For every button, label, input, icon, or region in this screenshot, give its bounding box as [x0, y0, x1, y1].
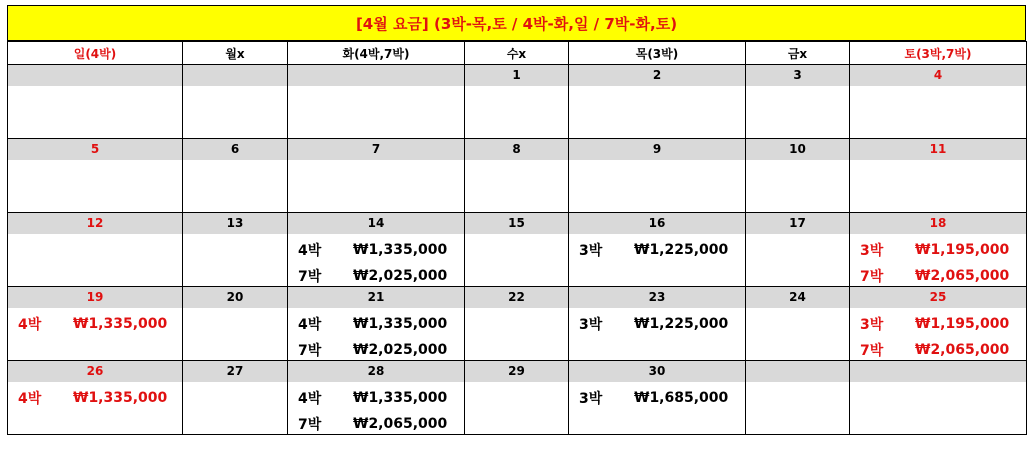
weekday-header-tue: 화(4박,7박)	[288, 42, 465, 65]
day-body	[8, 160, 182, 212]
week-row	[8, 287, 1027, 361]
day-number: 10	[746, 139, 849, 160]
day-body	[569, 160, 745, 212]
day-cell	[183, 65, 288, 139]
day-cell	[569, 287, 746, 361]
day-cell	[569, 361, 746, 435]
nights-label: 7박	[298, 269, 322, 285]
day-cell	[569, 213, 746, 287]
price-amount: ₩1,335,000	[73, 390, 168, 406]
day-body	[8, 382, 182, 434]
day-body	[569, 234, 745, 286]
day-cell	[8, 139, 183, 213]
day-number: 15	[465, 213, 568, 234]
day-body	[850, 160, 1026, 212]
day-body	[850, 308, 1026, 360]
day-body	[288, 382, 464, 434]
day-cell	[746, 65, 850, 139]
day-body	[746, 234, 849, 286]
day-cell	[8, 361, 183, 435]
weekday-header-fri: 금x	[746, 42, 850, 65]
nights-label: 3박	[579, 317, 603, 333]
price-entry	[288, 263, 464, 289]
day-cell	[850, 213, 1027, 287]
nights-label: 7박	[298, 417, 322, 433]
day-body	[746, 86, 849, 138]
day-cell	[288, 287, 465, 361]
price-entry	[850, 237, 1026, 263]
nights-label: 7박	[298, 343, 322, 359]
day-cell	[183, 287, 288, 361]
price-entry	[288, 237, 464, 263]
day-cell	[746, 213, 850, 287]
day-body	[569, 382, 745, 434]
day-number: 19	[8, 287, 182, 308]
day-body	[746, 308, 849, 360]
price-entry	[850, 311, 1026, 337]
day-cell	[746, 361, 850, 435]
day-number: 6	[183, 139, 287, 160]
day-body	[746, 160, 849, 212]
weekday-header-sun: 일(4박)	[8, 42, 183, 65]
price-amount: ₩1,335,000	[353, 242, 448, 258]
day-number: 16	[569, 213, 745, 234]
price-entry	[569, 237, 745, 263]
day-body	[183, 308, 287, 360]
day-body	[8, 234, 182, 286]
day-number: 1	[465, 65, 568, 86]
day-number: 5	[8, 139, 182, 160]
day-number: 14	[288, 213, 464, 234]
day-number: 29	[465, 361, 568, 382]
day-body	[746, 382, 849, 434]
day-number: 7	[288, 139, 464, 160]
price-entry	[288, 385, 464, 411]
day-number: 3	[746, 65, 849, 86]
price-entry	[850, 337, 1026, 363]
price-amount: ₩1,335,000	[353, 390, 448, 406]
weekday-header-wed: 수x	[465, 42, 569, 65]
day-cell	[183, 361, 288, 435]
day-body	[183, 234, 287, 286]
price-amount: ₩1,335,000	[73, 316, 168, 332]
day-number: 24	[746, 287, 849, 308]
nights-label: 4박	[298, 317, 322, 333]
day-body	[183, 86, 287, 138]
day-body	[465, 382, 568, 434]
price-entry	[288, 411, 464, 437]
day-cell	[746, 139, 850, 213]
nights-label: 7박	[860, 269, 884, 285]
calendar-table	[7, 41, 1027, 435]
price-entry	[850, 263, 1026, 289]
day-cell	[850, 65, 1027, 139]
day-body	[465, 160, 568, 212]
day-cell	[569, 139, 746, 213]
day-cell	[288, 361, 465, 435]
day-number: 22	[465, 287, 568, 308]
price-amount: ₩1,685,000	[634, 390, 729, 406]
nights-label: 3박	[860, 243, 884, 259]
nights-label: 3박	[860, 317, 884, 333]
day-body	[465, 234, 568, 286]
day-cell	[8, 65, 183, 139]
day-number: 26	[8, 361, 182, 382]
day-number	[850, 361, 1026, 382]
day-number: 23	[569, 287, 745, 308]
day-cell	[850, 287, 1027, 361]
day-number	[746, 361, 849, 382]
price-amount: ₩1,195,000	[915, 316, 1010, 332]
day-number: 4	[850, 65, 1026, 86]
nights-label: 3박	[579, 391, 603, 407]
day-number: 20	[183, 287, 287, 308]
price-amount: ₩2,065,000	[915, 342, 1010, 358]
day-number: 27	[183, 361, 287, 382]
day-cell	[850, 139, 1027, 213]
day-number	[183, 65, 287, 86]
week-row	[8, 213, 1027, 287]
price-entry	[8, 385, 182, 411]
day-number: 12	[8, 213, 182, 234]
day-number: 8	[465, 139, 568, 160]
day-body	[183, 160, 287, 212]
day-cell	[288, 65, 465, 139]
day-body	[850, 382, 1026, 434]
price-entry	[8, 311, 182, 337]
day-cell	[850, 361, 1027, 435]
day-body	[288, 160, 464, 212]
day-body	[465, 86, 568, 138]
day-body	[465, 308, 568, 360]
day-cell	[465, 139, 569, 213]
price-amount: ₩1,195,000	[915, 242, 1010, 258]
day-cell	[183, 213, 288, 287]
day-body	[288, 234, 464, 286]
weekday-header-row	[8, 42, 1027, 65]
week-row	[8, 139, 1027, 213]
day-body	[569, 86, 745, 138]
weekday-header-mon: 월x	[183, 42, 288, 65]
day-body	[850, 234, 1026, 286]
price-amount: ₩2,065,000	[915, 268, 1010, 284]
day-cell	[183, 139, 288, 213]
day-cell	[465, 361, 569, 435]
calendar-title: [4월 요금] (3박-목,토 / 4박-화,일 / 7박-화,토)	[7, 5, 1026, 41]
weekday-header-sat: 토(3박,7박)	[850, 42, 1027, 65]
nights-label: 4박	[18, 391, 42, 407]
price-amount: ₩2,025,000	[353, 342, 448, 358]
pricing-calendar	[7, 5, 1026, 435]
price-entry	[569, 311, 745, 337]
day-body	[8, 86, 182, 138]
day-number: 11	[850, 139, 1026, 160]
day-number: 2	[569, 65, 745, 86]
day-number: 30	[569, 361, 745, 382]
day-body	[8, 308, 182, 360]
day-number: 28	[288, 361, 464, 382]
day-cell	[465, 65, 569, 139]
day-body	[850, 86, 1026, 138]
price-amount: ₩1,225,000	[634, 242, 729, 258]
price-entry	[288, 311, 464, 337]
week-row	[8, 361, 1027, 435]
day-number: 9	[569, 139, 745, 160]
day-cell	[288, 139, 465, 213]
day-number: 13	[183, 213, 287, 234]
day-number	[288, 65, 464, 86]
day-cell	[8, 213, 183, 287]
price-entry	[569, 385, 745, 411]
day-number: 25	[850, 287, 1026, 308]
day-number: 21	[288, 287, 464, 308]
day-body	[569, 308, 745, 360]
price-amount: ₩1,225,000	[634, 316, 729, 332]
day-number: 18	[850, 213, 1026, 234]
day-cell	[8, 287, 183, 361]
price-entry	[288, 337, 464, 363]
nights-label: 4박	[298, 243, 322, 259]
day-body	[288, 86, 464, 138]
price-amount: ₩1,335,000	[353, 316, 448, 332]
week-row	[8, 65, 1027, 139]
weekday-header-thu: 목(3박)	[569, 42, 746, 65]
day-number	[8, 65, 182, 86]
day-body	[183, 382, 287, 434]
day-cell	[288, 213, 465, 287]
nights-label: 4박	[298, 391, 322, 407]
day-cell	[465, 213, 569, 287]
nights-label: 4박	[18, 317, 42, 333]
day-body	[288, 308, 464, 360]
day-cell	[465, 287, 569, 361]
day-number: 17	[746, 213, 849, 234]
price-amount: ₩2,065,000	[353, 416, 448, 432]
nights-label: 7박	[860, 343, 884, 359]
price-amount: ₩2,025,000	[353, 268, 448, 284]
nights-label: 3박	[579, 243, 603, 259]
day-cell	[569, 65, 746, 139]
day-cell	[746, 287, 850, 361]
